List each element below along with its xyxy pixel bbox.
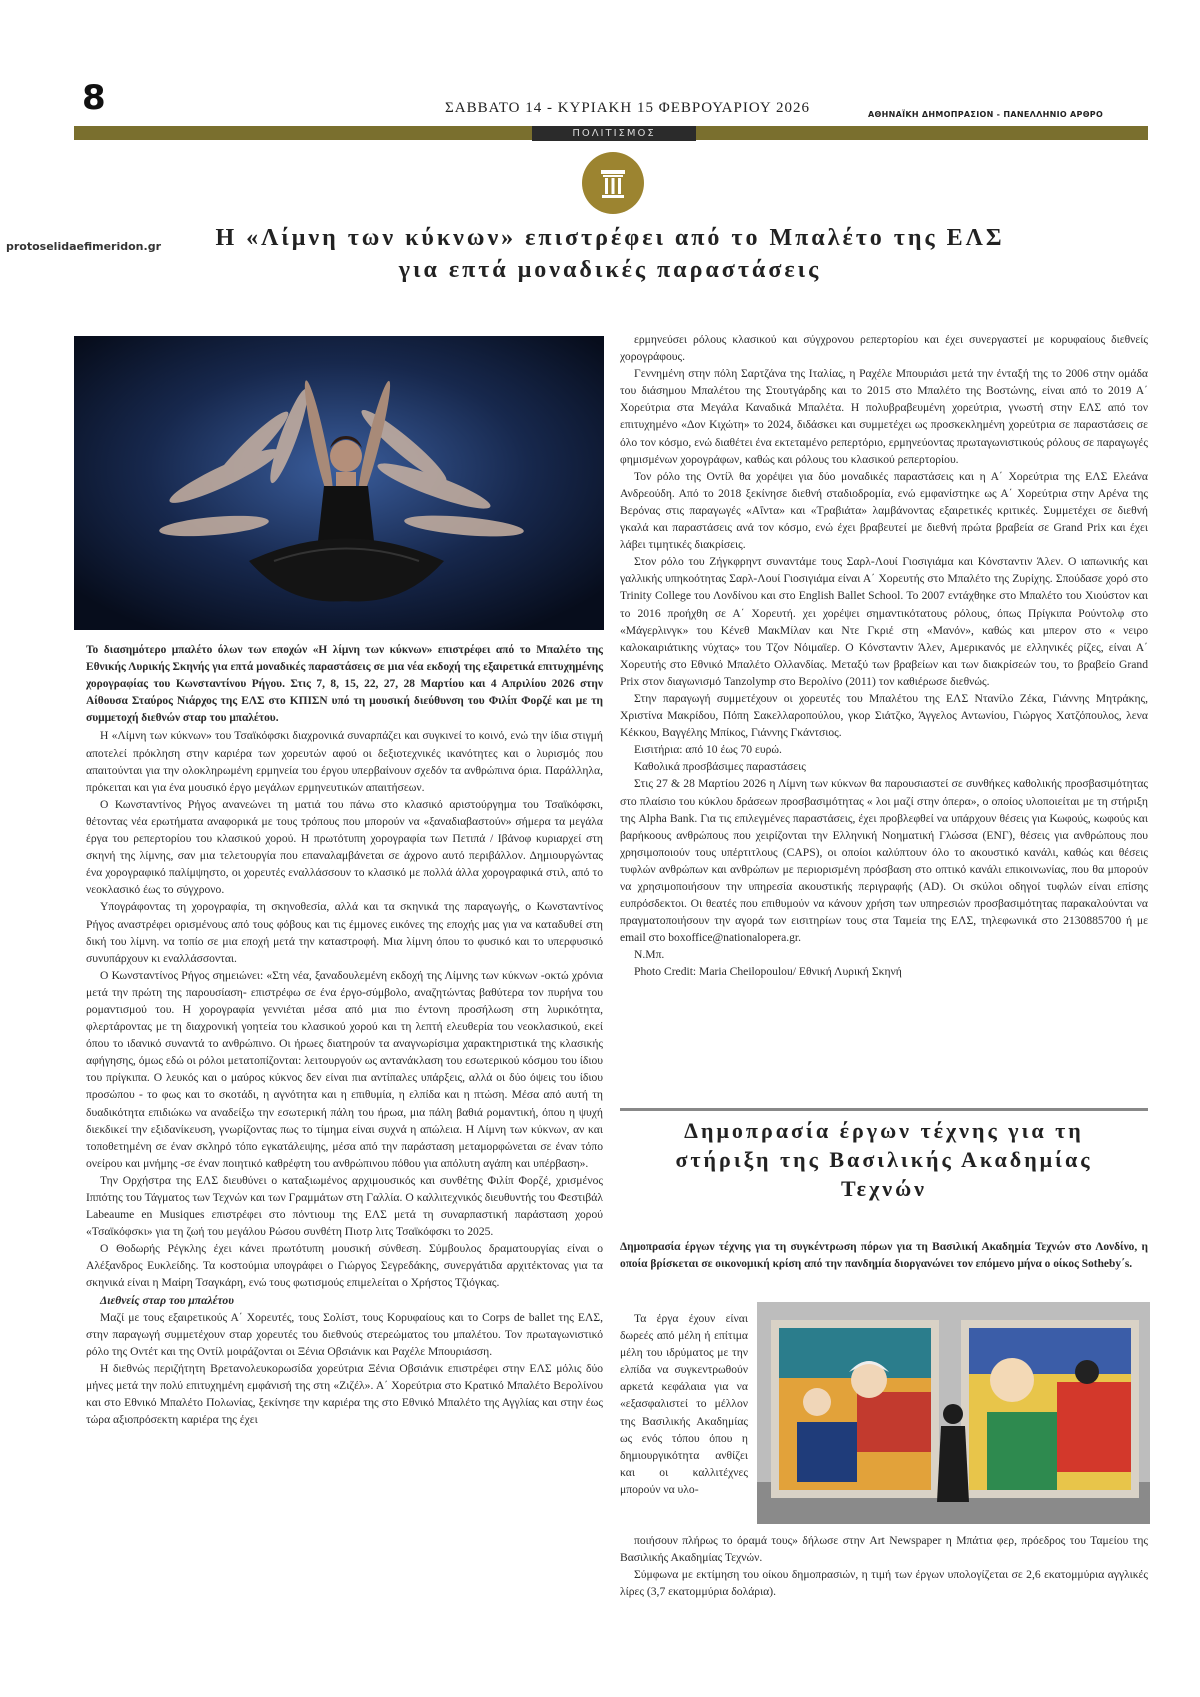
body-paragraph: Στην παραγωγή συμμετέχουν οι χορευτές του Μπαλέτου της ΕΛΣ Ντανίλο Ζέκα, Γιάννης Μητράκης, Χριστίνα Μακρίδου, Πόπη Σακελλαροπούλου, γκορ Σιάτζκο, Άγγελος Αντωνίου, Γιώργος Χατζόπουλος, λενα Κέκκου, Βαγγέλης Μπίκος, Γιάννης Γκάντσιος. [620, 691, 1148, 740]
body-paragraph: Στον ρόλο του Ζήγκφρηντ συναντάμε τους Σαρλ-Λουί Γιοσιγιάμα και Κόνσταντιν Άλεν. Ο ιαπωνικής και γαλλικής υπηκοότητας Σαρλ-Λουί Γιοσιγιάμα είναι Α΄ Χορευτής στο Μπαλέτο της Ζυρίχης. Σπούδασε χορό στο Trinity College του Λονδίνου και στο English Ballet School. Το 2007 εντάχθηκε στο Μπαλέτο του Χιούστον και το 2016 προήχθη σε Α΄ Χορευτή. χει χορέψει σημαντικότατους ρόλους, όπως Πρίγκιπα Ρούντολφ στο «Μάγερλινγκ» του Κένεθ ΜακΜίλαν και Ντε Γκριέ στη «Μανόν», καθώς και μπερον στο « νειρο καλοκαιριάτικης νύχτας» του Τζον Νόιμαϊερ. Ο Κόνσταντιν Άλεν, Αμερικανός με ελληνικές ρίζες, είναι Α΄ Χορευτής στο Εθνικό Μπαλέτο Ολλανδίας. Μεταξύ των βραβείων και των διακρίσεών του, το βραβείο Grand Prix στον διαγωνισμό Tanzolymp στο Βερολίνο (2011) τον καθιέρωσε διεθνώς. [620, 555, 1148, 688]
article2-title-line-3: Τεχνών [841, 1176, 927, 1201]
article-title-line-1: Η «Λίμνη των κύκνων» επιστρέφει από το Μπαλέτο της ΕΛΣ [215, 225, 1005, 251]
gallery-photo [757, 1302, 1150, 1524]
ticket-price: Εισιτήρια: από 10 έως 70 ευρώ. [634, 743, 782, 757]
article2-lead [620, 1239, 1148, 1273]
source-watermark: protoselidaefimeridon.gr [6, 240, 161, 253]
ballet-photo [74, 336, 604, 630]
body-paragraph: ερμηνεύσει ρόλους κλασικού και σύγχρονου ρεπερτορίου και έχει συνεργαστεί με κορυφαίους διεθνείς χορογράφους. [620, 333, 1148, 364]
body-paragraph: Γεννημένη στην πόλη Σαρτζάνα της Ιταλίας, η Ραχέλε Μπουριάσι μετά την ένταξή της το 2006 στην ομάδα του διάσημου Μπαλέτου της Στουτγάρδης και το 2015 στο Μπαλέτο της Βοστώνης, είναι από το 2019 Α΄ Χορεύτρια στα Μεγάλα Καναδικά Μπαλέτα. Η πολυβραβευμένη χορεύτρια, γνωστή στην ΕΛΣ από τον επιτυχημένο «Δον Κιχώτη» το 2024, διδάσκει και συμμετέχει ως προσκεκλημένη χορεύτρια σε παραστάσεις σε όλο τον κόσμο, ενώ διαθέτει ένα εκτεταμένο ρεπερτόριο, ερμηνεύοντας πρωταγωνιστικούς ρόλους σε παραγωγές φημισμένων χορογράφων, καθώς και ρόλους του κλασικού ρεπερτορίου. [620, 367, 1148, 466]
article-title-line-2: για επτά μοναδικές παραστάσεις [398, 257, 822, 283]
body-paragraph: Ο Κωνσταντίνος Ρήγος ανανεώνει τη ματιά του πάνω στο κλασικό αριστούργημα του Τσαϊκόφσκι, θέτοντας νέα ερωτήματα αναφορικά με τους τρόπους που μπορούν να «ξαναδιαβαστούν» σήμερα τα μεγάλα έργα του ρεπερτορίου του κλασικού χορού. Η πρωτότυπη χορογραφία των Πετιπά / Ιβάνοφ κυριαρχεί στη σκηνή της λίμνης, σαν μια τελετουργία που επαναλαμβάνεται σε άχρονο αυτό περιβάλλον. Δημιουργώντας ένα χορογραφικό παλίμψηστο, οι χορευτές εναλλάσσουν το κλασικό με πολλά άλλα χορογραφικά στιλ, από το νεοκλασικό έως το σύγχρονο. [86, 797, 603, 897]
body-paragraph: Μαζί με τους εξαιρετικούς Α΄ Χορευτές, τους Σολίστ, τους Κορυφαίους και το Corps de ballet της ΕΛΣ, στην παραγωγή συμμετέχουν σταρ χορευτές του διεθνούς στερεώματος του μπαλέτου. Τον πρωταγωνιστικό ρόλο της Οντέτ και της Οντίλ μοιράζονται οι Ξένια Οβσιάνικ και Ραχέλε Μπουριάσση. [86, 1310, 603, 1358]
article2-narrow-column [620, 1310, 748, 1498]
accessibility-heading: Καθολικά προσβάσιμες παραστάσεις [634, 760, 806, 774]
article-right-column [620, 331, 1148, 981]
body-paragraph: Ο Θοδωρής Ρέγκλης έχει κάνει πρωτότυπη μουσική σύνθεση. Σύμβουλος δραματουργίας είναι ο Αλέξανδρος Ευκλείδης. Τα κοστούμια υπογράφει ο Γιώργος Σεγρεδάκης, συνεργάτιδα αρχιτέκτονας για τα σκηνικά είναι η Μαίρη Τσαγκάρη, ενώ τους φωτισμούς επιμελείται ο Χρήστος Τζιόγκας. [86, 1242, 603, 1290]
section-label: ΠΟΛΙΤΙΣΜΟΣ [532, 126, 696, 141]
article2-title-line-2: στήριξη της Βασιλικής Ακαδημίας [675, 1147, 1093, 1172]
greek-column-icon [582, 152, 644, 214]
issue-date: ΣΑΒΒΑΤΟ 14 - ΚΥΡΙΑΚΗ 15 ΦΕΒΡΟΥΑΡΙΟΥ 2026 [445, 100, 810, 116]
page-number: 8 [82, 78, 106, 118]
article-divider [620, 1108, 1148, 1111]
newspaper-masthead: ΑΘΗΝΑΪΚΗ ΔΗΜΟΠΡΑΣΙΟΝ - ΠΑΝΕΛΛΗΝΙΟ ΑΡΘΡΟ [868, 110, 1104, 119]
body-paragraph: Η διεθνώς περιζήτητη Βρετανολευκορωσίδα χορεύτρια Ξένια Οβσιάνικ επιστρέφει στην ΕΛΣ μόλις δύο μήνες μετά την πολύ επιτυχημένη εμφάνισή της στη «Ζιζέλ». Α΄ Χορεύτρια στο Κρατικό Μπαλέτο Βερολίνου και στο Εθνικό Μπαλέτο Πολωνίας, ξεκίνησε την καριέρα της στο Εθνικό Μπαλέτο της Αγγλίας και στην έως τώρα αξιοπρόσεκτη καριέρα της έχει [86, 1361, 603, 1427]
body-paragraph: Η «Λίμνη των κύκνων» του Τσαϊκόφσκι διαχρονικά συναρπάζει και συγκινεί το κοινό, ενώ την ίδια στιγμή αποτελεί πρόκληση στην καριέρα των χορευτών αφού οι δεξιοτεχνικές ικανότητες και ο λυρισμός που απαιτούνται για την ολοκληρωμένη ερμηνεία του έργου υπερβαίνουν σχεδόν τα ανθρώπινα όρια. Παράλληλα, πρόκειται και για ένα μουσικό έργο μεγάλων ερμηνευτικών απαιτήσεων. [86, 729, 603, 794]
photo-caption: Το διασημότερο μπαλέτο όλων των εποχών «Η λίμνη των κύκνων» επιστρέφει από το Μπαλέτο της Εθνικής Λυρικής Σκηνής για επτά μοναδικές παραστάσεις σε μια νέα εκδοχή της εξαιρετικά επιτυχημένης χορογραφίας του Κωνσταντίνου Ρήγου. Στις 7, 8, 15, 22, 27, 28 Μαρτίου και 4 Απριλίου 2026 στην Αίθουσα Σταύρος Νιάρχος της ΕΛΣ στο ΚΠΙΣΝ υπό τη μουσική διεύθυνση του Φιλίπ Φορζέ και με τη συμμετοχή διεθνών σταρ του μπαλέτου. [86, 644, 603, 725]
article-subheading: Διεθνείς σταρ του μπαλέτου [100, 1293, 234, 1307]
body-paragraph: Στις 27 & 28 Μαρτίου 2026 η Λίμνη των κύκνων θα παρουσιαστεί σε συνθήκες καθολικής προσβασιμότητας στο πλαίσιο του κύκλου δράσεων προσβασιμότητας « λοι μαζί στην όπερα», ο οποίος υλοποιείται με τη στήριξη της Alpha Bank. Για τις επιλεγμένες παραστάσεις, έχει προβλεφθεί να υπάρχουν θέσεις για Κωφούς, κωφούς και βαρήκοους ανθρώπους που χειρίζονται την Ελληνική Νοηματική Γλώσσα (ΕΝΓ), θέσεις για ανθρώπους που χρησιμοποιούν τους υπέρτιτλους (CAPS), οι οποίοι καλύπτουν όλο το ακουστικό κανάλι, καθώς και θέσεις τυφλών ανθρώπων και ανθρώπων με περιορισμένη πρόσβαση στο οπτικό κανάλι επικοινωνίας, που θα μπορούν να χρησιμοποιήσουν την υπηρεσία ακουστικής περιγραφής (AD). Οι σκύλοι οδηγοί τυφλών είναι επίσης ευπρόσδεκτοι. Οι θεατές που επιθυμούν να κάνουν χρήση των υπηρεσιών προσβασιμότητας παρακαλούνται να πραγματοποιήσουν την αγορά των εισιτηρίων τους στα Ταμεία της ΕΛΣ, τηλεφωνικά στο 2130885700 ή με email στο boxoffice@nationalopera.gr. [620, 777, 1148, 945]
body-paragraph: ποιήσουν πλήρως το όραμά τους» δήλωσε στην Art Newspaper η Μπάτια φερ, πρόεδρος του Ταμείου της Βασιλικής Ακαδημίας Τεχνών. [620, 1534, 1148, 1565]
body-paragraph: Υπογράφοντας τη χορογραφία, τη σκηνοθεσία, αλλά και τα σκηνικά της παραγωγής, ο Κωνσταντίνος Ρήγος αναστρέφει ορισμένους από τους φόβους και τις έμμονες εικόνες της εποχής μας για να καταδυθεί στη δική του λίμνη. να τοπίο σε μια εποχή μετά την καταστροφή. Μια λίμνη όπου το φυσικό και το υπερφυσικό συνυπάρχουν κι εναλλάσσονται. [86, 900, 603, 965]
body-paragraph: Σύμφωνα με εκτίμηση του οίκου δημοπρασιών, η τιμή των έργων υπολογίζεται σε 2,6 εκατομμύρια αγγλικές λίρες (3,7 εκατομμύρια δολάρια). [620, 1568, 1148, 1599]
photo-credit: Photo Credit: Maria Cheilopoulou/ Εθνική Λυρική Σκηνή [634, 965, 902, 979]
article-title [150, 222, 1070, 286]
author-initials: Ν.Μπ. [634, 948, 665, 962]
article2-tail [620, 1532, 1148, 1600]
article-left-column [86, 642, 603, 1428]
body-paragraph: Τα έργα έχουν είναι δωρεές από μέλη ή επίτιμα μέλη του ιδρύματος με την ελπίδα να συγκεντρωθούν αρκετά κεφάλαια για να «εξασφαλιστεί το μέλλον της Βασιλικής Ακαδημίας ως ενός τόπου όπου η δημιουργικότητα ανθίζει και οι καλλιτέχνες μπορούν να υλο- [620, 1312, 748, 1496]
body-paragraph: Την Ορχήστρα της ΕΛΣ διευθύνει ο καταξιωμένος αρχιμουσικός και συνθέτης Φιλίπ Φορζέ, χρισμένος Ιππότης του Τάγματος των Τεχνών και των Γραμμάτων στη Γαλλία. Ο καλλιτεχνικός διευθυντής του Φεστιβάλ Labeaume en Musiques επιστρέφει στο πόντιουμ της ΕΛΣ μετά τη συναρπαστική παράσταση χορού «Τσαϊκόφσκι» για τη ζωή του μεγάλου Ρώσου συνθέτη Πιοτρ λιτς Τσαϊκόφσκι το 2025. [86, 1173, 603, 1239]
body-paragraph: Ο Κωνσταντίνος Ρήγος σημειώνει: «Στη νέα, ξαναδουλεμένη εκδοχή της Λίμνης των κύκνων -οκτώ χρόνια μετά την πρώτη της παρουσίαση- επιστρέφω σε ένα έργο-σύμβολο, αναζητώντας βαθύτερα τον πυρήνα του ρομαντισμού του. Η χορογραφία γεννιέται μέσα από μια πιο έντονη προσήλωση στη λυρικότητα, φλερτάροντας με τη διαχρονική γοητεία του κλασικού χορού και τη λεπτή ελευθερία του νεοκλασικού, εκεί όπου το ιδανικό συναντά το ανθρώπινο. Οι ήρωες διατηρούν τα αναγνωρίσιμα χαρακτηριστικά της κλασικής αφήγησης, όμως εδώ οι ρόλοι μετατοπίζονται: λειτουργούν ως αντανάκλαση του εσωτερικού κόσμου του ίδιου του πρίγκιπα. Ο λευκός και ο μαύρος κύκνος δεν είναι πια αντίπαλες υπάρξεις, αλλά οι δύο όψεις του ίδιου προσώπου - το φως και το σκοτάδι, η αγνότητα και η επιθυμία, η ελπίδα και η πτώση. Μέσα από αυτή τη δυαδικότητα επιδιώκω να αναδείξω την εσωτερική πάλη του ήρωα, μια πάλη βαθιά ρομαντική, όπου η ψυχή διεκδικεί την εξιδανίκευση, γνωρίζοντας πως το τίμημα είναι συχνά η απώλεια. Η Λίμνη των κύκνων, αν και τοποθετημένη σε έναν σκληρό τόπο εγκατάλειψης, μέσα από την παράσταση μεταμορφώνεται σε έναν τόπο ονείρου και μνήμης -σε έναν ποιητικό καθρέφτη του ανθρώπινου πόθου για απόλυτη αγάπη και υπέρβαση». [86, 968, 603, 1170]
article2-title [620, 1116, 1148, 1203]
article2-title-line-1: Δημοπρασία έργων τέχνης για τη [684, 1118, 1084, 1143]
article2-lead-text: Δημοπρασία έργων τέχνης για τη συγκέντρωση πόρων για τη Βασιλική Ακαδημία Τεχνών στο Λονδίνο, η οποία βρίσκεται σε οικονομική κρίση από την πανδημία διοργανώνει τον επόμενο μήνα ο οίκος Sotheby΄s. [620, 1241, 1148, 1271]
body-paragraph: Τον ρόλο της Οντίλ θα χορέψει για δύο μοναδικές παραστάσεις και η Α΄ Χορεύτρια της ΕΛΣ Ελεάνα Ανδρεούδη. Από το 2018 ξεκίνησε διεθνή σταδιοδρομία, ενώ εμφανίστηκε ως Α΄ Χορεύτρια στην Αρένα της Βερόνας στις παραγωγές «Αΐντα» και «Τραβιάτα» λαμβάνοντας εξαιρετικές κριτικές. Συμμετέχει σε διεθνή γκαλά και παραστάσεις ανά τον κόσμο, ενώ έχει βραβευτεί με διεθνή πρώτα βραβεία σε Grand Prix και έχει λάβει τιμητικές διακρίσεις. [620, 469, 1148, 552]
